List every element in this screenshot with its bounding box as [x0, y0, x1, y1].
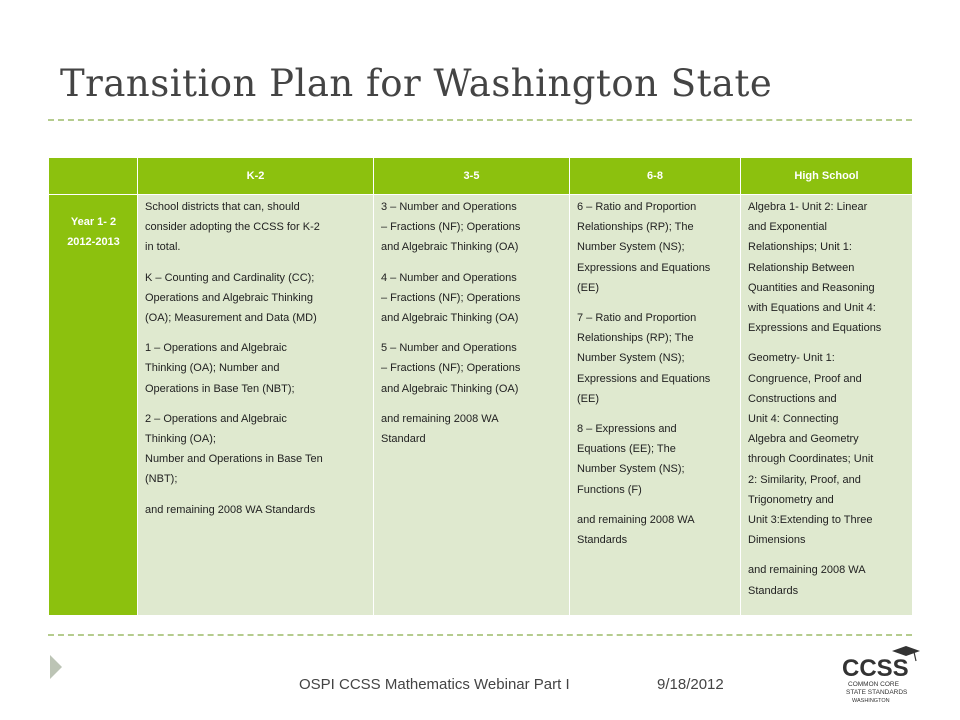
cell-text-line: and Exponential: [748, 221, 827, 234]
cell-text-line: and Algebraic Thinking (OA): [381, 312, 519, 325]
cell-text-line: Functions (F): [577, 483, 642, 496]
cell-text-line: Quantities and Reasoning: [748, 281, 875, 294]
cell-text-line: Constructions and: [748, 392, 837, 405]
table-row: [49, 195, 913, 616]
cell-text-line: with Equations and Unit 4:: [748, 302, 876, 315]
cell-k2: [138, 195, 374, 616]
cell-gap: [145, 399, 367, 409]
play-triangle-icon: [50, 655, 62, 679]
cell-gap: [748, 550, 906, 560]
cell-text-line: School districts that can, should: [145, 201, 300, 213]
cell-gap: [748, 338, 906, 348]
cell-3-5: [374, 195, 570, 616]
cell-text-line: 6 – Ratio and Proportion: [577, 201, 697, 213]
cell-gap: [145, 328, 367, 338]
cell-text-line: and remaining 2008 WA: [577, 513, 695, 526]
cell-text-line: Relationships (RP); The: [577, 221, 694, 234]
cell-text-line: Number System (NS);: [577, 352, 685, 365]
cell-text-line: Expressions and Equations: [577, 261, 711, 274]
cell-text-line: – Fractions (NF); Operations: [381, 362, 521, 375]
cell-text-line: Thinking (OA); Number and: [145, 362, 280, 375]
cell-text-line: (NBT);: [145, 473, 178, 486]
cell-text-line: and Algebraic Thinking (OA): [381, 241, 519, 254]
logo-main-text: CCSS: [842, 655, 909, 682]
cell-text-line: – Fractions (NF); Operations: [381, 221, 521, 234]
cell-text-line: 1 – Operations and Algebraic: [145, 342, 287, 355]
footer-title: OSPI CCSS Mathematics Webinar Part I: [299, 676, 570, 693]
cell-text-line: Geometry- Unit 1:: [748, 352, 835, 365]
cell-text-line: Number System (NS);: [577, 463, 685, 476]
cell-text-line: 7 – Ratio and Proportion: [577, 312, 697, 325]
row-label-dates: 2012-2013: [67, 236, 120, 248]
cell-text-line: Standards: [577, 534, 628, 547]
footer-date: 9/18/2012: [657, 676, 724, 693]
cell-text-line: – Fractions (NF); Operations: [381, 291, 521, 304]
cell-text-line: and Algebraic Thinking (OA): [381, 382, 519, 395]
header-6-8: 6-8: [570, 158, 741, 195]
cell-text-line: in total.: [145, 241, 181, 254]
cell-text-line: Thinking (OA);: [145, 433, 216, 446]
header-k2: K-2: [138, 158, 374, 195]
table-header-row: [49, 158, 913, 195]
cell-text-line: 8 – Expressions and: [577, 423, 677, 436]
transition-plan-table: [48, 157, 913, 616]
cell-gap: [145, 258, 367, 268]
cell-text-line: 5 – Number and Operations: [381, 342, 517, 355]
cell-6-8: [570, 195, 741, 616]
header-corner: [49, 158, 138, 195]
logo-sub1: COMMON CORE: [848, 681, 899, 688]
cell-text-line: 4 – Number and Operations: [381, 271, 517, 284]
cell-text-line: Relationships (RP); The: [577, 332, 694, 345]
cell-text-line: (EE): [577, 392, 599, 405]
cell-text-line: consider adopting the CCSS for K-2: [145, 221, 320, 234]
top-divider: [48, 119, 912, 121]
cell-text-line: Number and Operations in Base Ten: [145, 453, 323, 466]
cell-text-line: and remaining 2008 WA Standards: [145, 503, 316, 516]
cell-text-line: and remaining 2008 WA: [381, 412, 499, 425]
cell-high-school: [741, 195, 913, 616]
cell-gap: [577, 298, 734, 308]
cell-gap: [381, 258, 563, 268]
logo-sub3: WASHINGTON: [852, 698, 890, 704]
cell-gap: [381, 399, 563, 409]
cell-text-line: Standard: [381, 433, 426, 446]
logo-sub2: STATE STANDARDS: [846, 689, 908, 696]
cell-text-line: 3 – Number and Operations: [381, 201, 517, 213]
cell-text-line: 2: Similarity, Proof, and: [748, 473, 861, 486]
cell-text-line: Expressions and Equations: [577, 372, 711, 385]
cell-text-line: Trigonometry and: [748, 493, 834, 506]
cell-text-line: Operations and Algebraic Thinking: [145, 291, 313, 304]
cell-text-line: Dimensions: [748, 534, 806, 547]
row-label-year: Year 1- 2: [70, 216, 117, 228]
cell-text-line: (OA); Measurement and Data (MD): [145, 312, 317, 325]
cell-gap: [145, 490, 367, 500]
cell-gap: [577, 500, 734, 510]
cell-text-line: Number System (NS);: [577, 241, 685, 254]
header-high-school: High School: [741, 158, 913, 195]
cell-text-line: Relationships; Unit 1:: [748, 241, 852, 254]
cell-text-line: Unit 4: Connecting: [748, 413, 839, 426]
cell-text-line: 2 – Operations and Algebraic: [145, 412, 287, 425]
row-label: [49, 195, 138, 616]
ccss-logo: [840, 645, 920, 705]
cell-text-line: K – Counting and Cardinality (CC);: [145, 271, 315, 284]
cell-text-line: Equations (EE); The: [577, 443, 676, 456]
cell-text-line: Congruence, Proof and: [748, 372, 862, 385]
cell-text-line: Relationship Between: [748, 261, 855, 274]
cell-text-line: Expressions and Equations: [748, 322, 882, 335]
cell-gap: [577, 409, 734, 419]
slide-title: Transition Plan for Washington State: [60, 62, 773, 105]
bottom-divider: [48, 634, 912, 636]
cell-text-line: Algebra and Geometry: [748, 433, 859, 446]
cell-text-line: and remaining 2008 WA: [748, 564, 866, 577]
cell-text-line: Algebra 1- Unit 2: Linear: [748, 201, 868, 213]
cell-text-line: Operations in Base Ten (NBT);: [145, 382, 295, 395]
cell-text-line: (EE): [577, 281, 599, 294]
cell-text-line: Standards: [748, 584, 799, 597]
cell-gap: [381, 328, 563, 338]
header-3-5: 3-5: [374, 158, 570, 195]
cell-text-line: Unit 3:Extending to Three: [748, 514, 873, 527]
cell-text-line: through Coordinates; Unit: [748, 453, 874, 466]
